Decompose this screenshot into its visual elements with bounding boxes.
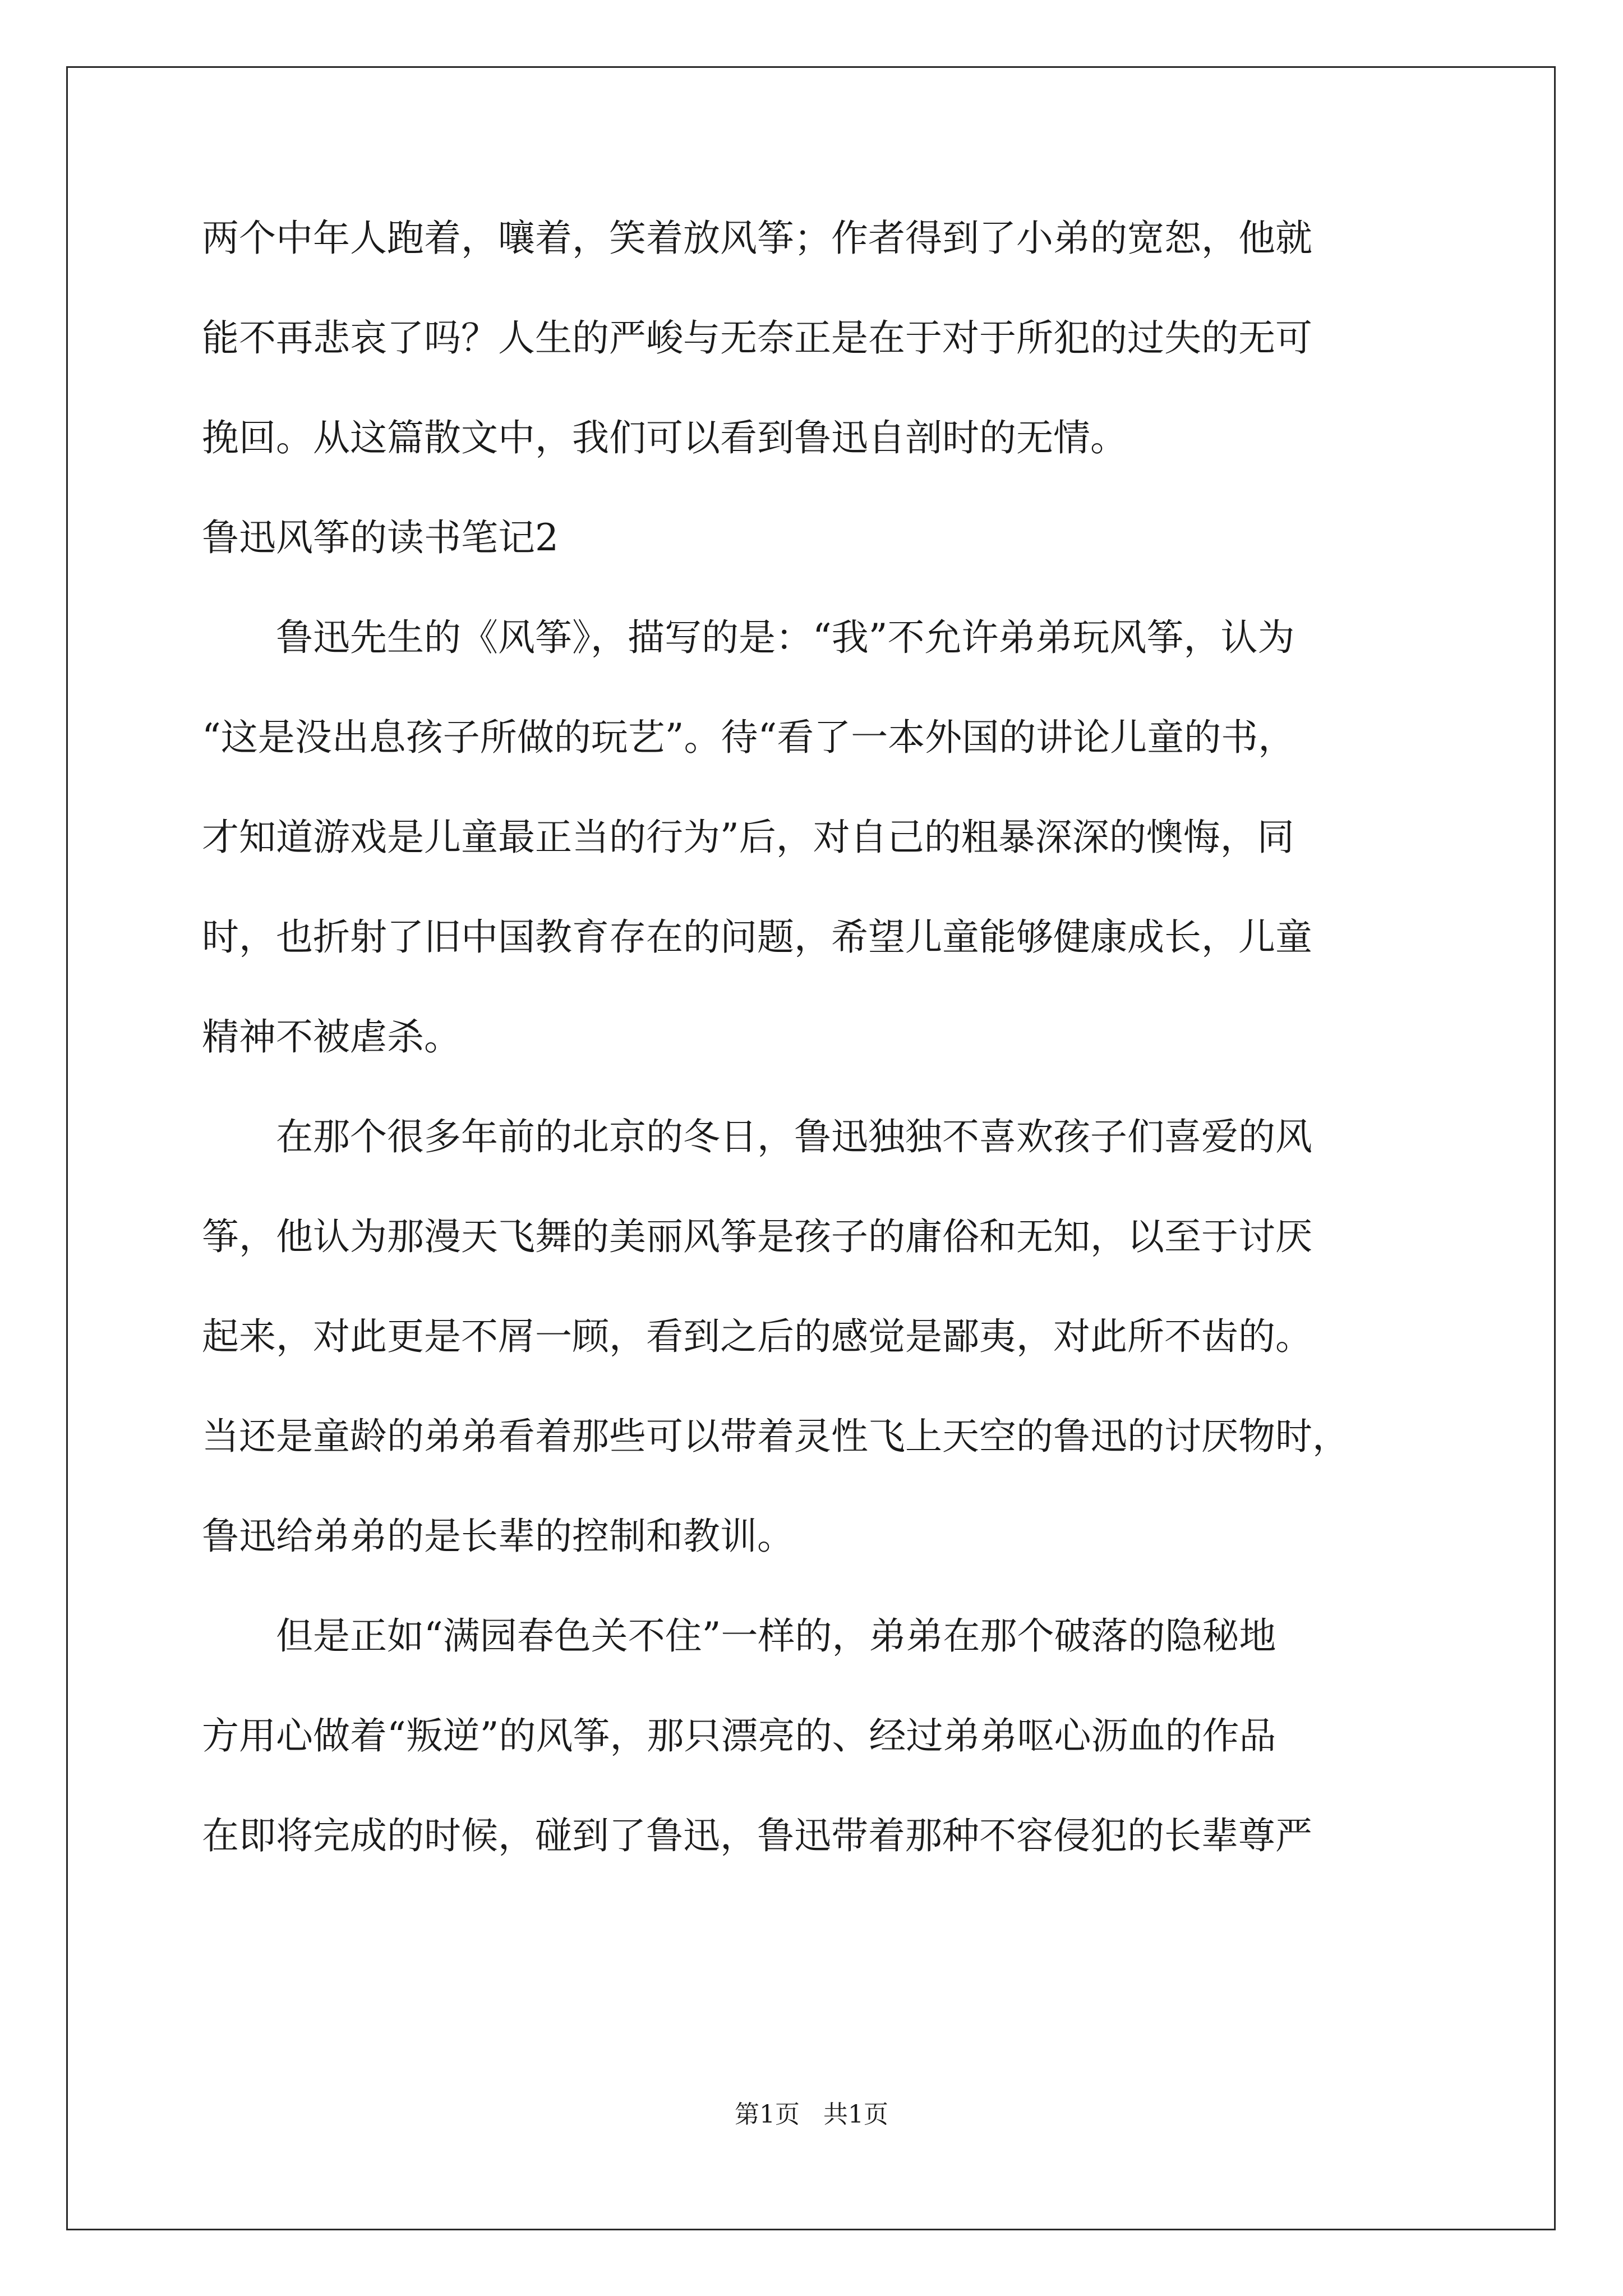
text-line: 但是正如“满园春色关不住”一样的，弟弟在那个破落的隐秘地 xyxy=(276,1614,1276,1658)
text-line: “这是没出息孩子所做的玩艺”。待“看了一本外国的讲论儿童的书， xyxy=(202,716,1295,759)
text-line: 在即将完成的时候，碰到了鲁迅，鲁迅带着那种不容侵犯的长辈尊严 xyxy=(202,1814,1312,1857)
text-line: 精神不被虐杀。 xyxy=(202,1015,461,1059)
text-line: 方用心做着“叛逆”的风筝，那只漂亮的、经过弟弟呕心沥血的作品 xyxy=(202,1714,1276,1757)
text-line: 挽回。从这篇散文中，我们可以看到鲁迅自剖时的无情。 xyxy=(202,416,1127,459)
text-line: 起来，对此更是不屑一顾，看到之后的感觉是鄙夷，对此所不齿的。 xyxy=(202,1315,1312,1358)
text-line: 两个中年人跑着，嚷着，笑着放风筝；作者得到了小弟的宽恕，他就 xyxy=(202,217,1312,260)
text-line: 鲁迅先生的《风筝》，描写的是：“我”不允许弟弟玩风筝，认为 xyxy=(276,616,1295,659)
paragraph-3 xyxy=(202,1611,1436,1861)
text-line: 时，也折射了旧中国教育存在的问题，希望儿童能够健康成长，儿童 xyxy=(202,915,1312,959)
text-line: 才知道游戏是儿童最正当的行为”后，对自己的粗暴深深的懊悔，同 xyxy=(202,816,1294,859)
paragraph-2 xyxy=(202,1112,1436,1562)
text-line: 筝，他认为那漫天飞舞的美丽风筝是孩子的庸俗和无知，以至于讨厌 xyxy=(202,1215,1312,1258)
text-line: 鲁迅给弟弟的是长辈的控制和教训。 xyxy=(202,1515,794,1558)
paragraph-1 xyxy=(202,613,1436,1062)
page-footer: 第1页 共1页 xyxy=(735,2100,888,2129)
text-line: 能不再悲哀了吗？人生的严峻与无奈正是在于对于所犯的过失的无可 xyxy=(202,316,1312,360)
text-line: 在那个很多年前的北京的冬日，鲁迅独独不喜欢孩子们喜爱的风 xyxy=(276,1115,1312,1158)
section-heading: 鲁迅风筝的读书笔记2 xyxy=(202,516,559,559)
continued-paragraph xyxy=(202,213,1436,463)
document-body xyxy=(202,213,1436,1911)
text-line: 当还是童龄的弟弟看着那些可以带着灵性飞上天空的鲁迅的讨厌物时， xyxy=(202,1415,1349,1458)
